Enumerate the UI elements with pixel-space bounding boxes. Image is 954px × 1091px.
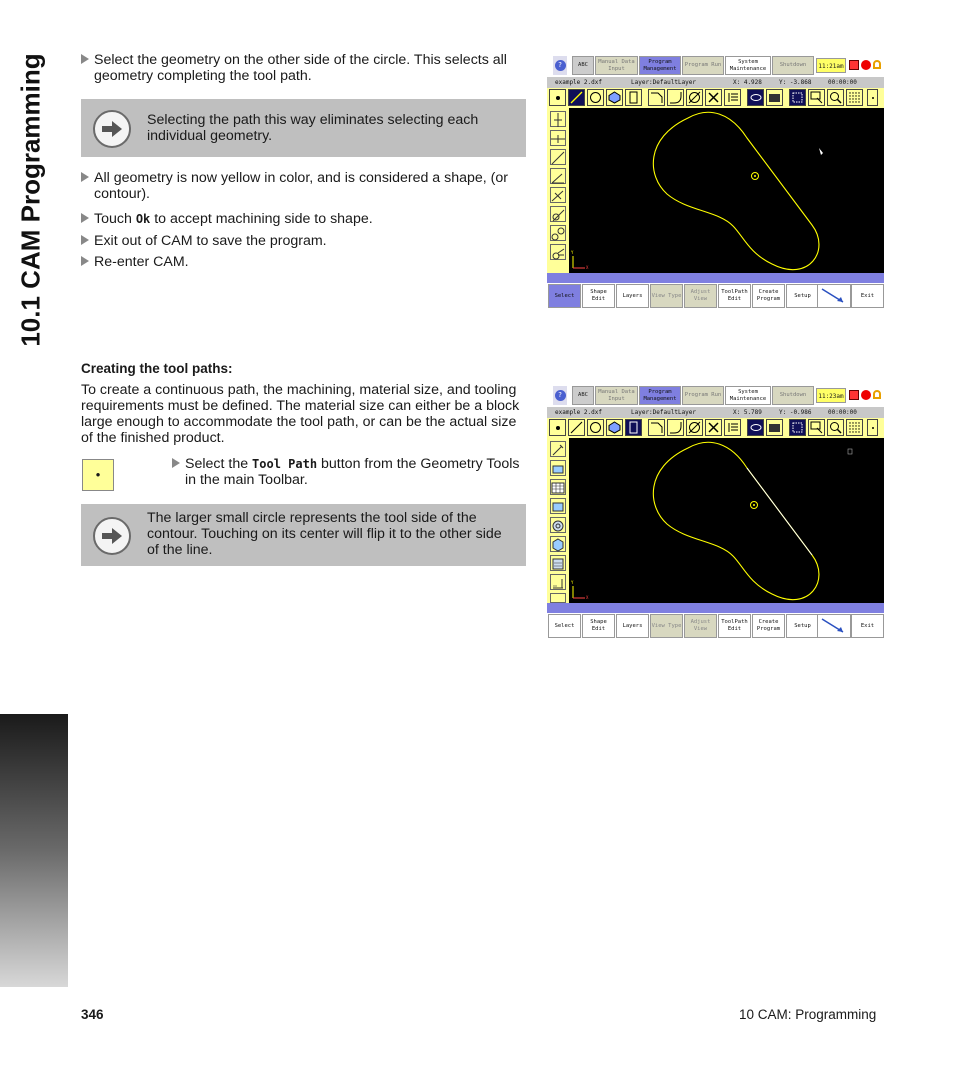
- info-bar: [547, 77, 884, 88]
- system-maintenance-tab[interactable]: System Maintenance: [725, 386, 771, 405]
- stop-icon[interactable]: [861, 60, 871, 70]
- tool-path-key-label: Tool Path: [252, 457, 318, 471]
- file-name: example 2.dxf: [555, 79, 602, 86]
- tool-path-icon[interactable]: [747, 89, 764, 106]
- y-readout: Y: -3.868: [779, 79, 812, 86]
- horizontal-line-tool-icon[interactable]: [550, 130, 566, 146]
- chamfer-tool-icon[interactable]: [648, 89, 665, 106]
- tool-side-marker-center[interactable]: [753, 504, 755, 506]
- vertical-line-tool-icon[interactable]: [550, 111, 566, 127]
- bullet-arrow-icon: [81, 54, 89, 64]
- alarm-icon[interactable]: [849, 390, 859, 400]
- status-bar: [547, 273, 884, 283]
- layers-button[interactable]: Layers: [616, 614, 649, 638]
- list-tool-icon[interactable]: [724, 419, 741, 436]
- tool-order-icon[interactable]: [550, 593, 566, 603]
- insert-code-icon[interactable]: [550, 574, 566, 590]
- bullet-touch-ok: [81, 211, 526, 227]
- alarm-icon[interactable]: [849, 60, 859, 70]
- line-tool-icon[interactable]: [568, 89, 585, 106]
- clock: 11:21am: [816, 58, 846, 73]
- slot-tool-icon[interactable]: [625, 89, 642, 106]
- perpendicular-tool-icon[interactable]: [550, 187, 566, 203]
- step-select-tool-path: [172, 456, 526, 488]
- system-maintenance-tab[interactable]: System Maintenance: [725, 56, 771, 75]
- cam-screenshot-2: [547, 385, 884, 639]
- program-run-tab[interactable]: Program Run: [682, 56, 724, 75]
- help-icon: ?: [555, 60, 566, 71]
- note-box: [81, 504, 526, 566]
- setup-button[interactable]: Setup: [786, 284, 819, 308]
- lock-icon[interactable]: [873, 390, 881, 399]
- layers-button[interactable]: Layers: [616, 284, 649, 308]
- slot-tool-icon[interactable]: [625, 419, 642, 436]
- chapter-side-title-text: 10.1 CAM Programming: [15, 53, 46, 347]
- toolpath-edit-button[interactable]: ToolPath Edit: [718, 284, 751, 308]
- line-tool-icon[interactable]: [568, 419, 585, 436]
- axis-y-label: Y: [571, 250, 574, 255]
- program-management-tab[interactable]: Program Management: [639, 386, 681, 405]
- bullet-exit-cam: [81, 233, 526, 249]
- text-run: button from the Geometry Tools in the main Toolbar.: [185, 456, 520, 488]
- polygon-tool-icon[interactable]: [606, 419, 623, 436]
- program-run-tab[interactable]: Program Run: [682, 386, 724, 405]
- circle-tool-icon[interactable]: [587, 419, 604, 436]
- drawing-canvas[interactable]: [569, 108, 884, 273]
- timer: 00:00:00: [828, 79, 857, 86]
- trim-tool-icon[interactable]: [686, 419, 703, 436]
- geometry-toolbar: [547, 88, 884, 108]
- trim-tool-icon[interactable]: [686, 89, 703, 106]
- file-name: example 2.dxf: [555, 409, 602, 416]
- y-readout: Y: -0.986: [779, 409, 812, 416]
- bullet-yellow-shape: [81, 170, 526, 202]
- view-type-button[interactable]: View Type: [650, 284, 683, 308]
- selected-line-white[interactable]: [747, 468, 812, 555]
- drawing-canvas[interactable]: [569, 438, 884, 603]
- axis-y-label: Y: [571, 580, 574, 585]
- note-arrow-icon: [93, 110, 131, 148]
- tool-table-icon[interactable]: [550, 479, 566, 495]
- help-button[interactable]: [553, 386, 567, 405]
- window-select-icon[interactable]: [808, 89, 825, 106]
- step-text: [172, 456, 526, 488]
- status-bar: [547, 603, 884, 613]
- folder-icon[interactable]: [766, 89, 783, 106]
- tool-side-marker-center[interactable]: [754, 175, 756, 177]
- thumb-tab: [0, 714, 68, 987]
- delete-tool-icon[interactable]: [705, 419, 722, 436]
- fillet-tool-icon[interactable]: [667, 419, 684, 436]
- bullet-select-geometry: [81, 52, 526, 84]
- section-heading: Creating the tool paths:: [81, 361, 233, 376]
- snap-grid-icon[interactable]: [846, 419, 863, 436]
- exit-button[interactable]: Exit: [851, 284, 884, 308]
- shape-contour-yellow[interactable]: [653, 112, 819, 269]
- bullet-arrow-icon: [81, 172, 89, 182]
- layer-name: Layer:DefaultLayer: [631, 409, 697, 416]
- shutdown-tab[interactable]: Shutdown: [772, 56, 814, 75]
- circle-tool-icon[interactable]: [587, 89, 604, 106]
- note-box: [81, 99, 526, 157]
- pocket-op-icon[interactable]: [550, 517, 566, 533]
- exit-button[interactable]: Exit: [851, 614, 884, 638]
- jog-arrow-icon[interactable]: [817, 284, 851, 308]
- top-bar: [547, 55, 884, 77]
- note-arrow-icon: [93, 517, 131, 555]
- axis-x-label: X: [586, 595, 589, 600]
- text-run: to accept machining side to shape.: [150, 211, 373, 227]
- help-icon: ?: [555, 390, 566, 401]
- point-tool-icon[interactable]: [549, 419, 566, 436]
- material-block-icon[interactable]: [550, 460, 566, 476]
- info-bar: [547, 407, 884, 418]
- shutdown-tab[interactable]: Shutdown: [772, 386, 814, 405]
- select-button[interactable]: Select: [548, 614, 581, 638]
- setup-button[interactable]: Setup: [786, 614, 819, 638]
- window-select-icon[interactable]: [808, 419, 825, 436]
- more-tools-icon[interactable]: [867, 419, 878, 436]
- construction-tools-column: [547, 108, 569, 273]
- abc-button[interactable]: ABC: [572, 386, 594, 405]
- tool-path-icon[interactable]: [747, 419, 764, 436]
- abc-button[interactable]: ABC: [572, 56, 594, 75]
- profile-op-icon[interactable]: [550, 498, 566, 514]
- angle-tool-icon[interactable]: [550, 168, 566, 184]
- shape-edit-button[interactable]: Shape Edit: [582, 284, 615, 308]
- top-bar: [547, 385, 884, 407]
- tangent-circles-tool-icon[interactable]: [550, 225, 566, 241]
- bullet-arrow-icon: [81, 213, 89, 223]
- delete-tool-icon[interactable]: [705, 89, 722, 106]
- bullet-text: All geometry is now yellow in color, and is considered a shape, (or contour).: [94, 170, 509, 202]
- create-program-button[interactable]: Create Program: [752, 614, 785, 638]
- bullet-text: [81, 211, 526, 227]
- bullet-text: Exit out of CAM to save the program.: [94, 233, 327, 249]
- grid-select-icon[interactable]: [789, 419, 806, 436]
- point-tool-icon[interactable]: [549, 89, 566, 106]
- bullet-arrow-icon: [81, 256, 89, 266]
- zoom-icon[interactable]: [827, 419, 844, 436]
- tool-path-tools-column: [547, 438, 569, 603]
- manual-data-input-tab[interactable]: Manual Data Input: [595, 56, 638, 75]
- adjust-view-button[interactable]: Adjust View: [684, 284, 717, 308]
- polygon-tool-icon[interactable]: [606, 89, 623, 106]
- pointer-marker-icon: [848, 449, 852, 454]
- stop-icon[interactable]: [861, 390, 871, 400]
- offset-tool-icon[interactable]: [550, 244, 566, 260]
- grid-select-icon[interactable]: [789, 89, 806, 106]
- tangent-tool-icon[interactable]: [550, 206, 566, 222]
- adjust-view-button[interactable]: Adjust View: [684, 614, 717, 638]
- engrave-op-icon[interactable]: [550, 555, 566, 571]
- angled-line-tool-icon[interactable]: [550, 149, 566, 165]
- bullet-reenter-cam: [81, 254, 526, 270]
- chamfer-tool-icon[interactable]: [648, 419, 665, 436]
- tool-path-button-icon: •: [82, 459, 114, 491]
- bullet-text: Select the geometry on the other side of the circle. This selects all geometry completing the tool path.: [94, 52, 507, 84]
- help-button[interactable]: [553, 56, 567, 75]
- text-run: Touch: [94, 211, 136, 227]
- jog-arrow-icon[interactable]: [817, 614, 851, 638]
- intro-paragraph: To create a continuous path, the machining, material size, and tooling requirements must be defined. The material size can either be a block large enough to accommodate the tool path, or can be the actual size of the finished product.: [81, 382, 520, 446]
- create-program-button[interactable]: Create Program: [752, 284, 785, 308]
- drill-op-icon[interactable]: [550, 536, 566, 552]
- note-text: The larger small circle represents the tool side of the contour. Touching on its center will flip it to the other side of the line.: [147, 510, 502, 558]
- timer: 00:00:00: [828, 409, 857, 416]
- axis-x-label: X: [586, 265, 589, 270]
- lock-icon[interactable]: [873, 60, 881, 69]
- bullet-arrow-icon: [81, 235, 89, 245]
- clock: 11:23am: [816, 388, 846, 403]
- select-button[interactable]: Select: [548, 284, 581, 308]
- list-tool-icon[interactable]: [724, 89, 741, 106]
- toolpath-edit-button[interactable]: ToolPath Edit: [718, 614, 751, 638]
- main-toolbar: [547, 613, 884, 639]
- folder-icon[interactable]: [766, 419, 783, 436]
- layer-name: Layer:DefaultLayer: [631, 79, 697, 86]
- main-toolbar: [547, 283, 884, 309]
- chapter-side-title: [4, 52, 58, 348]
- program-management-tab[interactable]: Program Management: [639, 56, 681, 75]
- snap-grid-icon[interactable]: [846, 89, 863, 106]
- more-tools-icon[interactable]: [867, 89, 878, 106]
- text-run: Select the: [185, 456, 253, 472]
- ok-key-label: Ok: [135, 212, 151, 226]
- manual-data-input-tab[interactable]: Manual Data Input: [595, 386, 638, 405]
- mouse-cursor-icon: [819, 148, 823, 155]
- x-readout: X: 4.928: [733, 79, 762, 86]
- fillet-tool-icon[interactable]: [667, 89, 684, 106]
- note-text: Selecting the path this way eliminates selecting each individual geometry.: [147, 112, 479, 144]
- tool-wand-icon[interactable]: [550, 441, 566, 457]
- page-number: 346: [81, 1007, 104, 1022]
- x-readout: X: 5.789: [733, 409, 762, 416]
- bullet-text: Re-enter CAM.: [94, 254, 189, 270]
- chapter-footer: 10 CAM: Programming: [739, 1007, 877, 1022]
- shape-edit-button[interactable]: Shape Edit: [582, 614, 615, 638]
- view-type-button[interactable]: View Type: [650, 614, 683, 638]
- geometry-toolbar: [547, 418, 884, 438]
- zoom-icon[interactable]: [827, 89, 844, 106]
- bullet-arrow-icon: [172, 458, 180, 468]
- shape-contour-yellow[interactable]: [653, 442, 819, 599]
- cam-screenshot-1: [547, 55, 884, 309]
